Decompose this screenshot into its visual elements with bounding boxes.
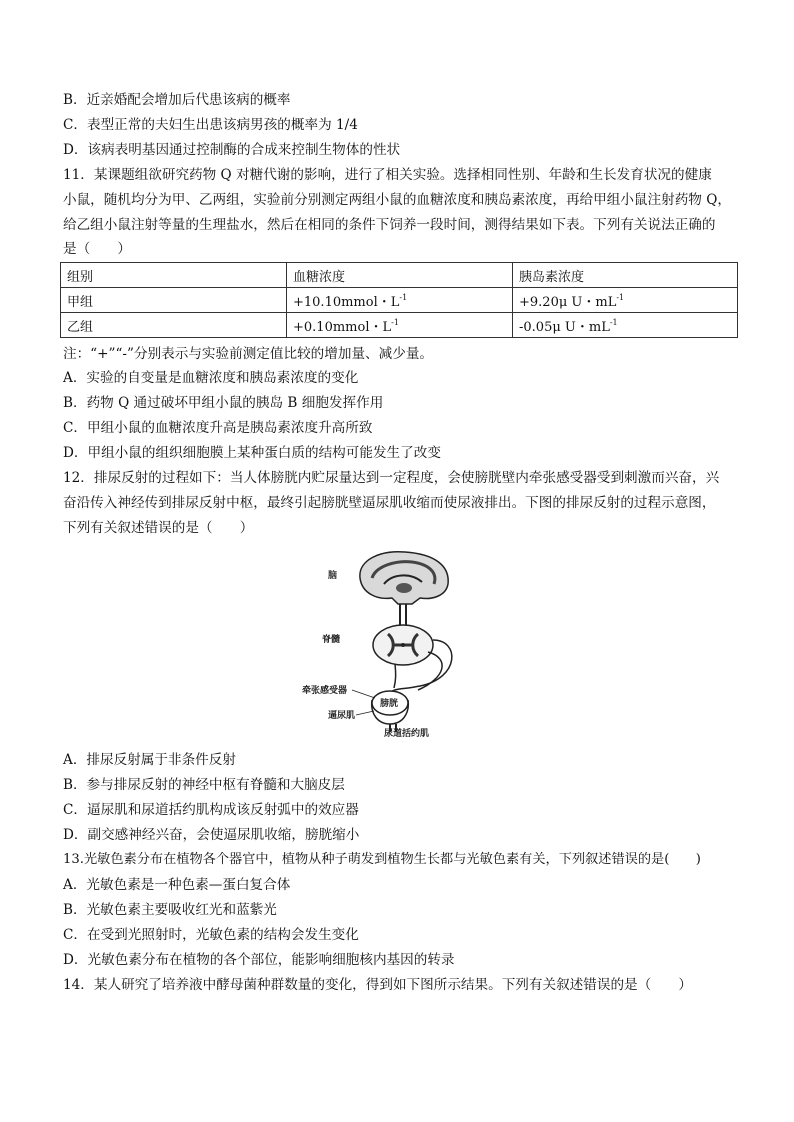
- glucose-value: +10.10mmol・L: [293, 294, 400, 310]
- q11-option-d: D．甲组小鼠的组织细胞膜上某种蛋白质的结构可能发生了改变: [63, 445, 441, 461]
- insulin-value: -0.05μ U・mL: [519, 319, 610, 335]
- q13-option-a: A．光敏色素是一种色素—蛋白复合体: [63, 877, 291, 893]
- q11-option-a: A．实验的自变量是血糖浓度和胰岛素浓度的变化: [63, 370, 359, 386]
- q11-stem-line-1: 11．某课题组欲研究药物 Q 对糖代谢的影响，进行了相关实验。选择相同性别、年龄和生长发育状况的健康: [63, 167, 712, 183]
- table-cell-insulin: [513, 288, 738, 313]
- q10-option-c: C．表型正常的夫妇生出患该病男孩的概率为 1/4: [63, 117, 358, 133]
- q10-option-d: D．该病表明基因通过控制酶的合成来控制生物体的性状: [63, 142, 401, 158]
- q12-option-b: B．参与排尿反射的神经中枢有脊髓和大脑皮层: [63, 777, 345, 793]
- q11-stem-line-2: 小鼠，随机均分为甲、乙两组，实验前分别测定两组小鼠的血糖浓度和胰岛素浓度，再给甲组小鼠注射药物 Q，: [63, 192, 731, 208]
- label-stretch-receptor: 牵张感受器: [302, 686, 348, 696]
- table-cell-group: 甲组: [61, 288, 287, 313]
- q12-stem-line-1: 12．排尿反射的过程如下：当人体膀胱内贮尿量达到一定程度，会使膀胱壁内牵张感受器受到刺激而兴奋，兴: [63, 470, 720, 486]
- label-brain: 脑: [328, 571, 338, 581]
- label-spinal-cord: 脊髓: [322, 635, 341, 645]
- table-header-cell: 胰岛素浓度: [513, 263, 738, 288]
- unit-exponent: -1: [391, 317, 399, 327]
- q13-option-d: D．光敏色素分布在植物的各个部位，能影响细胞核内基因的转录: [63, 952, 455, 968]
- table-row: [61, 288, 738, 313]
- q13-option-c: C．在受到光照射时，光敏色素的结构会发生变化: [63, 927, 359, 943]
- table-cell-glucose: [287, 313, 513, 338]
- glucose-value: +0.10mmol・L: [293, 319, 392, 335]
- q12-option-c: C．逼尿肌和尿道括约肌构成该反射弧中的效应器: [63, 802, 359, 818]
- unit-exponent: -1: [616, 292, 625, 302]
- table-cell-glucose: [287, 288, 513, 313]
- bladder-illustration: [372, 691, 409, 732]
- q12-option-a: A．排尿反射属于非条件反射: [63, 752, 236, 768]
- brain-illustration: [360, 552, 448, 604]
- label-bladder: 膀胱: [380, 699, 399, 709]
- unit-exponent: -1: [609, 317, 618, 327]
- q13-stem: 13.光敏色素分布在植物各个器官中，植物从种子萌发到植物生长都与光敏色素有关，下列叙述错误的是( ): [63, 852, 701, 867]
- q14-stem: 14．某人研究了培养液中酵母菌种群数量的变化，得到如下图所示结果。下列有关叙述错误的是（ ）: [63, 977, 693, 993]
- q11-stem-line-4: 是（ ）: [63, 241, 131, 257]
- q13-option-b: B．光敏色素主要吸收红光和蓝紫光: [63, 902, 277, 918]
- label-detrusor: 逼尿肌: [328, 711, 356, 721]
- table-header-cell: 血糖浓度: [287, 263, 513, 288]
- unit-exponent: -1: [399, 292, 408, 302]
- insulin-value: +9.20μ U・mL: [519, 294, 617, 310]
- q10-option-b: B．近亲婚配会增加后代患该病的概率: [63, 92, 291, 108]
- label-sphincter: 尿道括约肌: [384, 729, 430, 738]
- q12-stem-line-2: 奋沿传入神经传到排尿反射中枢，最终引起膀胱壁逼尿肌收缩而使尿液排出。下图的排尿反射的过程示意图，: [63, 495, 716, 511]
- q11-stem-line-3: 给乙组小鼠注射等量的生理盐水，然后在相同的条件下饲养一段时间，测得结果如下表。下列有关说法正确的: [63, 217, 716, 233]
- q11-table-note: 注：“+”“-”分别表示与实验前测定值比较的增加量、减少量。: [63, 346, 434, 362]
- table-cell-group: 乙组: [61, 313, 287, 338]
- q12-option-d: D．副交感神经兴奋，会使逼尿肌收缩，膀胱缩小: [63, 827, 360, 843]
- q11-option-c: C．甲组小鼠的血糖浓度升高是胰岛素浓度升高所致: [63, 420, 373, 436]
- q12-stem-line-3: 下列有关叙述错误的是（ ）: [63, 520, 254, 536]
- q11-option-b: B．药物 Q 通过破坏甲组小鼠的胰岛 B 细胞发挥作用: [63, 395, 384, 411]
- micturition-reflex-diagram: [300, 548, 490, 738]
- spinal-cord-illustration: [373, 625, 433, 665]
- table-header-cell: 组别: [61, 263, 287, 288]
- table-cell-insulin: [513, 313, 738, 338]
- q11-results-table: [60, 262, 738, 338]
- table-row: [61, 313, 738, 338]
- table-header-row: [61, 263, 738, 288]
